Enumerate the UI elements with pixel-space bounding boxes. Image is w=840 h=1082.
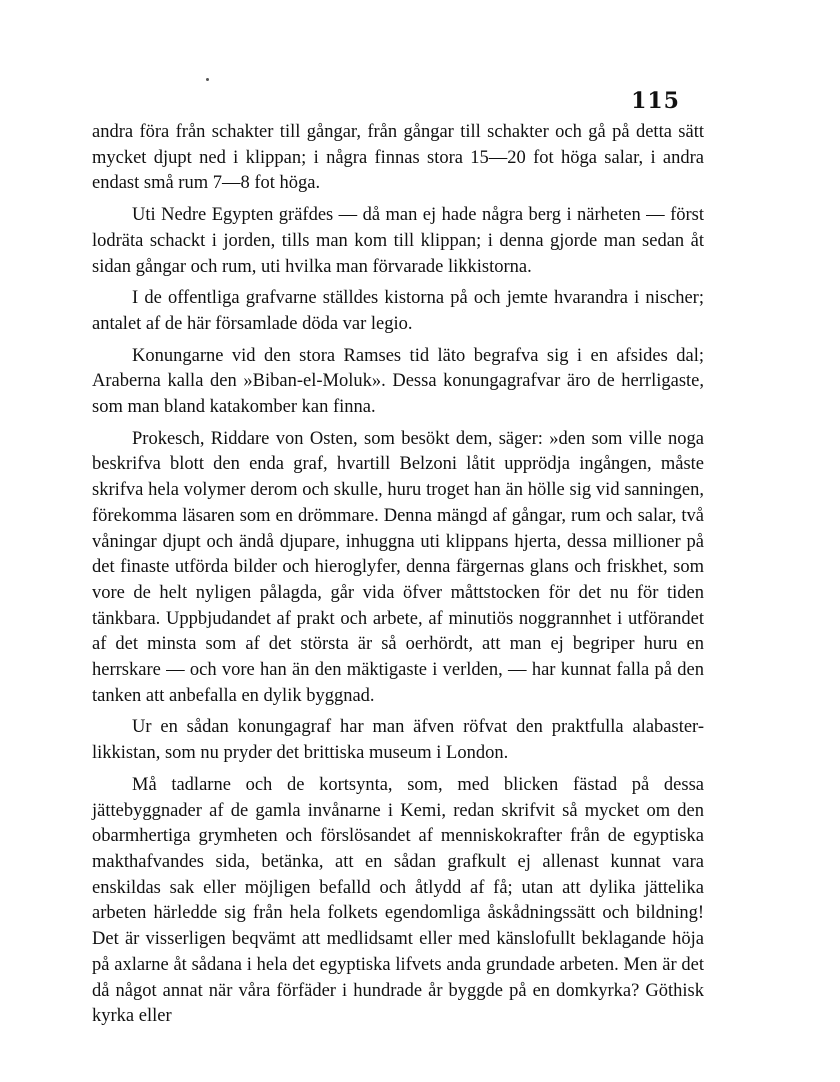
paragraph-6: Ur en sådan konungagraf har man äfven röfvat den praktfulla alabaster-likkistan, som nu pryder det brittiska museum i London. xyxy=(92,717,704,764)
paragraph-3: I de offentliga grafvarne ställdes kistorna på och jemte hvarandra i nischer; antalet af de här församlade döda var legio. xyxy=(92,288,704,334)
paragraph-1: andra föra från schakter till gångar, från gångar till schakter och gå på detta sätt mycket djupt ned i klippan; i några finnas stora 15—20 fot höga salar, i andra endast små rum 7—8 fot höga. xyxy=(92,122,704,194)
paragraph-5: Prokesch, Riddare von Osten, som besökt dem, säger: »den som ville noga beskrifva blott den enda graf, hvartill Belzoni låtit upprödja ingången, måste skrifva hela volymer derom och skulle, huru troget han än hölle sig vid sanningen, förekomma läsaren som en drömmare. Denna mängd af gångar, rum och salar, två våningar djupt och ändå djupare, inhuggna uti klippans hjerta, dessa millioner på det finaste utförda bilder och hieroglyfer, denna färgernas glans och friskhet, som vore de helt nyligen pålagda, går vida öfver måttstocken för det nu för tiden tänkbara. Uppbjudandet af prakt och arbete, af minutiös noggrannhet i utförandet af det minsta som af det största är så oerhördt, att man ej begriper huru en herrskare — och vore han än den mäktigaste i verlden, — har kunnat falla på den tanken att anbefalla en dylik byggnad. xyxy=(92,428,704,706)
page-number: 115 xyxy=(631,88,680,114)
paragraph-4: Konungarne vid den stora Ramses tid läto begrafva sig i en afsides dal; Araberna kalla den »Biban-el-Moluk». Dessa konungagrafvar äro de herrligaste, som man bland katakomber kan finna. xyxy=(92,345,704,418)
paragraph-7: Må tadlarne och de kortsynta, som, med blicken fästad på dessa jättebyggnader af de gamla invånarne i Kemi, redan skrifvit så mycket om den obarmhertiga grymheten och förslösandet af menniskokrafter från de egyptiska makthafvandes sida, betänka, att en sådan grafkult ej allenast kunnat vara enskildas sak eller möjligen befalld och åtlydd af få; utan att dylika jättelika arbeten härledde sig från hela folkets egendomliga åskådningssätt och bildning! Det är visserligen beqvämt att medlidsamt eller med känslofullt beklagande höja på axlarne åt sådana i hela det egyptiska lifvets anda grundade arbeten. Men är det då något annat när våra förfäder i hundrade år byggde på en domkyrka? Göthisk kyrka eller xyxy=(92,774,704,1027)
body-text xyxy=(92,120,704,1030)
paragraph-2: Uti Nedre Egypten gräfdes — då man ej hade några berg i närheten — först lodräta schackt i jorden, tills man kom till klippan; i denna gjorde man sedan åt sidan gångar och rum, uti hvilka man förvarade likkistorna. xyxy=(92,205,704,277)
print-speck xyxy=(206,78,209,81)
